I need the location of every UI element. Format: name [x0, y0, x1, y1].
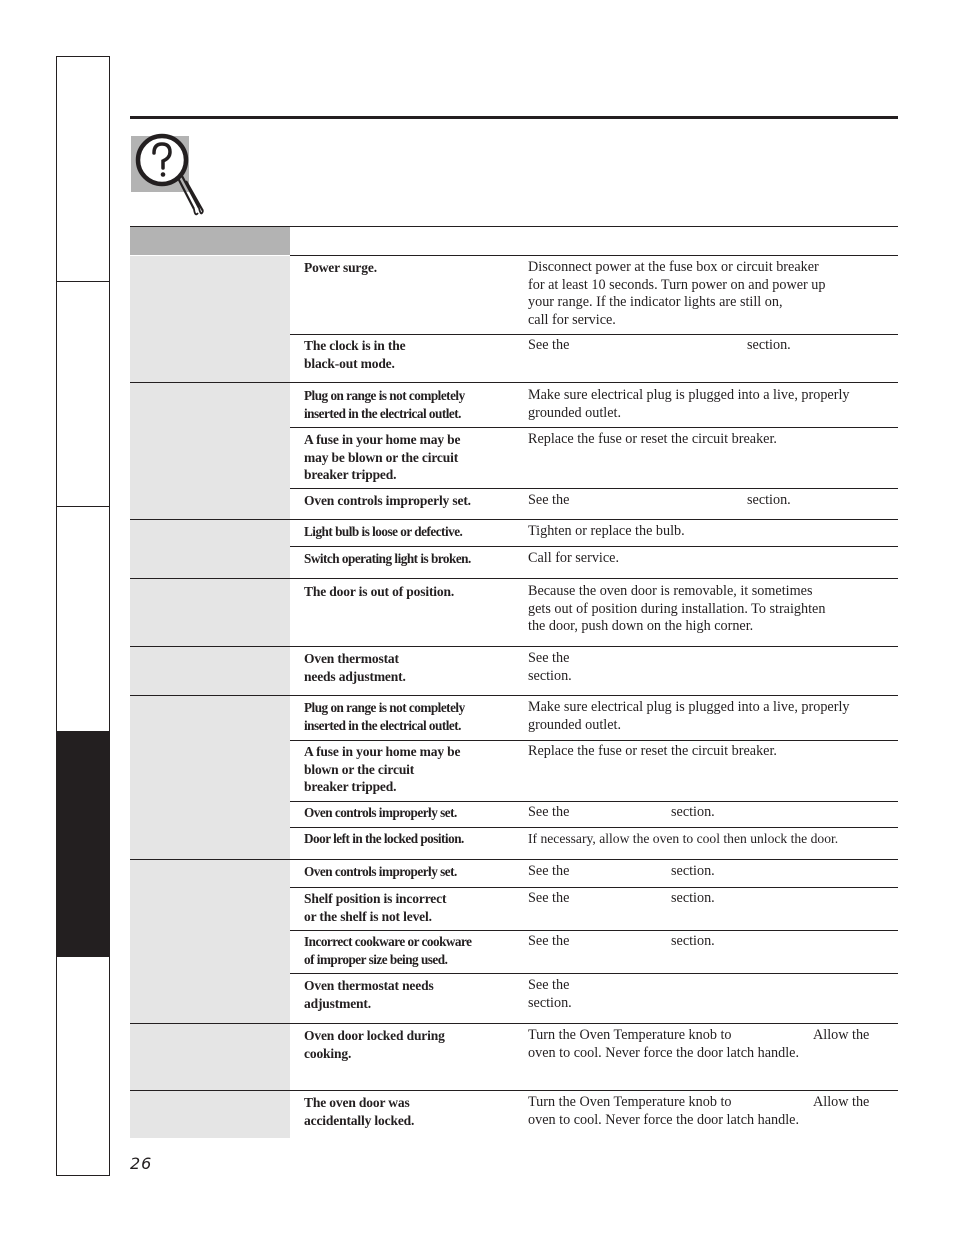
cause-text: Oven controls improperly set. — [304, 805, 457, 820]
cause-text: Shelf position is incorrect or the shelf is not level. — [304, 891, 447, 924]
fix-lead: See the — [528, 804, 570, 820]
problem-cell — [130, 696, 290, 859]
cause-text: Oven controls improperly set. — [304, 864, 457, 879]
row-divider — [290, 334, 898, 335]
fix-text — [528, 337, 898, 355]
fix-text: Call for service. — [528, 550, 619, 566]
row-divider — [290, 740, 898, 741]
problem-block — [130, 1090, 898, 1138]
cause-text: The door is out of position. — [304, 584, 455, 599]
row-divider — [290, 887, 898, 888]
fix-tail: section. — [671, 933, 715, 949]
row-divider — [290, 930, 898, 931]
cause-text: The clock is in the black-out mode. — [304, 338, 406, 371]
cause-text: Oven controls improperly set. — [304, 493, 471, 508]
fix-text: If necessary, allow the oven to cool then unlock the door. — [528, 831, 839, 846]
fix-lead: See the — [528, 863, 570, 879]
problem-column-header — [130, 227, 290, 255]
fix-lead: Turn the Oven Temperature knob to oven to cool. Never force the door latch handle. — [528, 1027, 800, 1061]
fix-lead: See the — [528, 492, 570, 508]
fix-text: Tighten or replace the bulb. — [528, 523, 685, 539]
problem-block — [130, 578, 898, 646]
problem-cell — [130, 1024, 290, 1090]
fix-text — [528, 863, 898, 881]
problem-block — [130, 256, 898, 382]
problem-block — [130, 1023, 898, 1090]
fix-tail: section. — [671, 890, 715, 906]
problem-cell — [130, 647, 290, 695]
fix-text — [528, 492, 898, 510]
cause-text: A fuse in your home may be blown or the circuit breaker tripped. — [304, 744, 461, 794]
problem-cell — [130, 1091, 290, 1138]
problem-block — [130, 382, 898, 520]
cause-text: Power surge. — [304, 260, 377, 275]
fix-text: See the section. — [528, 977, 572, 1011]
problem-cell — [130, 579, 290, 646]
cause-text: Oven thermostat needs adjustment. — [304, 651, 406, 684]
problem-cell — [130, 256, 290, 382]
cause-text: Oven thermostat needs adjustment. — [304, 978, 434, 1011]
top-rule — [130, 116, 898, 119]
fix-tail: section. — [671, 804, 715, 820]
row-divider — [290, 427, 898, 428]
fix-text: Because the oven door is removable, it sometimes gets out of position during installation. To straighten the door, push down on the high corner. — [528, 583, 826, 634]
fix-tail: Allow the — [813, 1094, 870, 1110]
fix-lead: Turn the Oven Temperature knob to oven to cool. Never force the door latch handle. — [528, 1094, 800, 1128]
fix-tail: Allow the — [813, 1027, 870, 1043]
fix-text — [528, 890, 898, 908]
cause-text: A fuse in your home may be may be blown or the circuit breaker tripped. — [304, 432, 461, 482]
problem-block — [130, 646, 898, 695]
side-tab-strip — [56, 56, 110, 1176]
cause-text: Incorrect cookware or cookware of improper size being used. — [304, 934, 472, 967]
fix-text — [528, 804, 898, 822]
question-magnifier-icon — [131, 131, 211, 223]
fix-text — [528, 933, 898, 951]
problem-block — [130, 519, 898, 578]
problem-cell — [130, 383, 290, 520]
problem-cell — [130, 520, 290, 578]
fix-tail: section. — [671, 863, 715, 879]
fix-text: Disconnect power at the fuse box or circuit breaker for at least 10 seconds. Turn power on and power up your range. If the indicator lights are still on, call for service. — [528, 259, 826, 328]
cause-text: Plug on range is not completely inserted in the electrical outlet. — [304, 700, 465, 733]
cause-text: The oven door was accidentally locked. — [304, 1095, 415, 1128]
fix-lead: See the — [528, 337, 570, 353]
cause-text: Plug on range is not completely inserted in the electrical outlet. — [304, 388, 465, 421]
problem-block — [130, 695, 898, 859]
cause-text: Light bulb is loose or defective. — [304, 524, 463, 539]
fix-text — [528, 1094, 898, 1129]
side-tab-divider — [57, 506, 109, 507]
row-divider — [290, 488, 898, 489]
fix-tail: section. — [747, 492, 791, 508]
row-divider — [290, 827, 898, 828]
fix-lead: See the — [528, 933, 570, 949]
fix-text: Replace the fuse or reset the circuit breaker. — [528, 743, 777, 759]
fix-text: Make sure electrical plug is plugged into a live, properly grounded outlet. — [528, 699, 850, 733]
fix-text: Make sure electrical plug is plugged into a live, properly grounded outlet. — [528, 387, 850, 421]
side-tab-active — [57, 731, 109, 957]
problem-cell — [130, 860, 290, 1023]
cause-text: Door left in the locked position. — [304, 831, 464, 846]
fix-lead: See the — [528, 890, 570, 906]
fix-text: Replace the fuse or reset the circuit breaker. — [528, 431, 777, 447]
problem-block — [130, 859, 898, 1023]
fix-tail: section. — [747, 337, 791, 353]
fix-text — [528, 1027, 898, 1062]
cause-text: Oven door locked during cooking. — [304, 1028, 445, 1061]
fix-text: See the section. — [528, 650, 572, 684]
row-divider — [290, 973, 898, 974]
side-tab-divider — [57, 281, 109, 282]
page-number: 26 — [130, 1154, 153, 1173]
row-divider — [290, 546, 898, 547]
cause-text: Switch operating light is broken. — [304, 551, 471, 566]
row-divider — [290, 801, 898, 802]
